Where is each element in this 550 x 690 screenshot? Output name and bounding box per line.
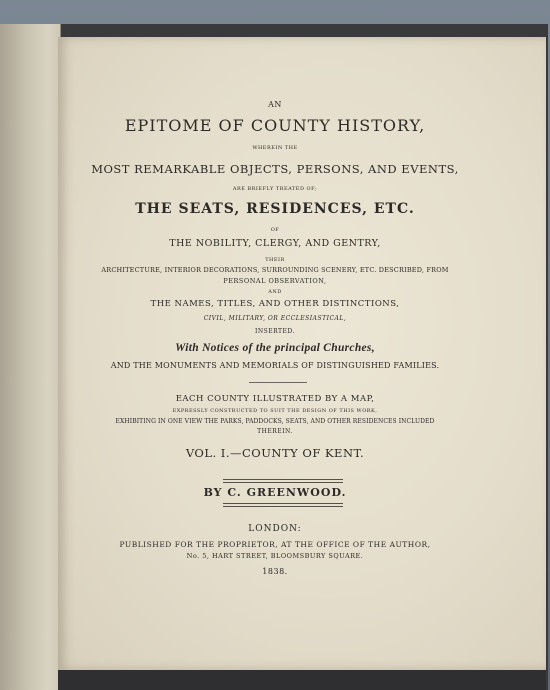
- book-bottom-edge: [58, 670, 546, 690]
- text-volume: VOL. I.—COUNTY OF KENT.: [185, 446, 365, 460]
- text-exhibiting: EXHIBITING IN ONE VIEW THE PARKS, PADDOCKS, SEATS, AND OTHER RESIDENCES INCLUDED: [115, 418, 435, 425]
- text-their: THEIR: [265, 257, 285, 263]
- author-name: BY C. GREENWOOD.: [203, 486, 347, 499]
- text-wherein: WHEREIN THE: [252, 145, 298, 151]
- text-an: AN: [268, 100, 282, 109]
- text-expressly: EXPRESSLY CONSTRUCTED TO SUIT THE DESIGN OF THIS WORK,: [172, 408, 378, 414]
- text-inserted: INSERTED.: [255, 328, 295, 335]
- ornament-rule-1: [249, 382, 307, 383]
- text-nobility: THE NOBILITY, CLERGY, AND GENTRY,: [169, 238, 381, 249]
- text-london: LONDON:: [248, 524, 302, 534]
- text-and: AND: [268, 289, 282, 295]
- text-published: PUBLISHED FOR THE PROPRIETOR, AT THE OFFICE OF THE AUTHOR,: [119, 540, 431, 549]
- text-architecture-line-1: ARCHITECTURE, INTERIOR DECORATIONS, SURROUNDING SCENERY, ETC. DESCRIBED, FROM: [101, 266, 449, 274]
- text-year: 1838.: [262, 567, 288, 576]
- text-notices: With Notices of the principal Churches,: [175, 342, 375, 354]
- text-objects: MOST REMARKABLE OBJECTS, PERSONS, AND EVENTS,: [91, 162, 459, 176]
- rule-below-author: [223, 503, 343, 507]
- text-monuments: AND THE MONUMENTS AND MEMORIALS OF DISTINGUISHED FAMILIES.: [110, 361, 440, 370]
- text-seats: THE SEATS, RESIDENCES, ETC.: [135, 201, 415, 217]
- text-architecture-line-2: PERSONAL OBSERVATION,: [223, 277, 327, 285]
- text-civil: CIVIL, MILITARY, OR ECCLESIASTICAL,: [203, 315, 347, 322]
- text-of: OF: [270, 227, 280, 233]
- rule-above-author: [223, 479, 343, 483]
- text-address: No. 5, HART STREET, BLOOMSBURY SQUARE.: [186, 552, 364, 560]
- text-names: THE NAMES, TITLES, AND OTHER DISTINCTIONS,: [150, 299, 400, 309]
- page-title: EPITOME OF COUNTY HISTORY,: [124, 116, 426, 135]
- text-briefly: ARE BRIEFLY TREATED OF;: [232, 186, 318, 192]
- text-each-county: EACH COUNTY ILLUSTRATED BY A MAP,: [175, 394, 375, 404]
- text-therein: THEREIN.: [257, 428, 293, 435]
